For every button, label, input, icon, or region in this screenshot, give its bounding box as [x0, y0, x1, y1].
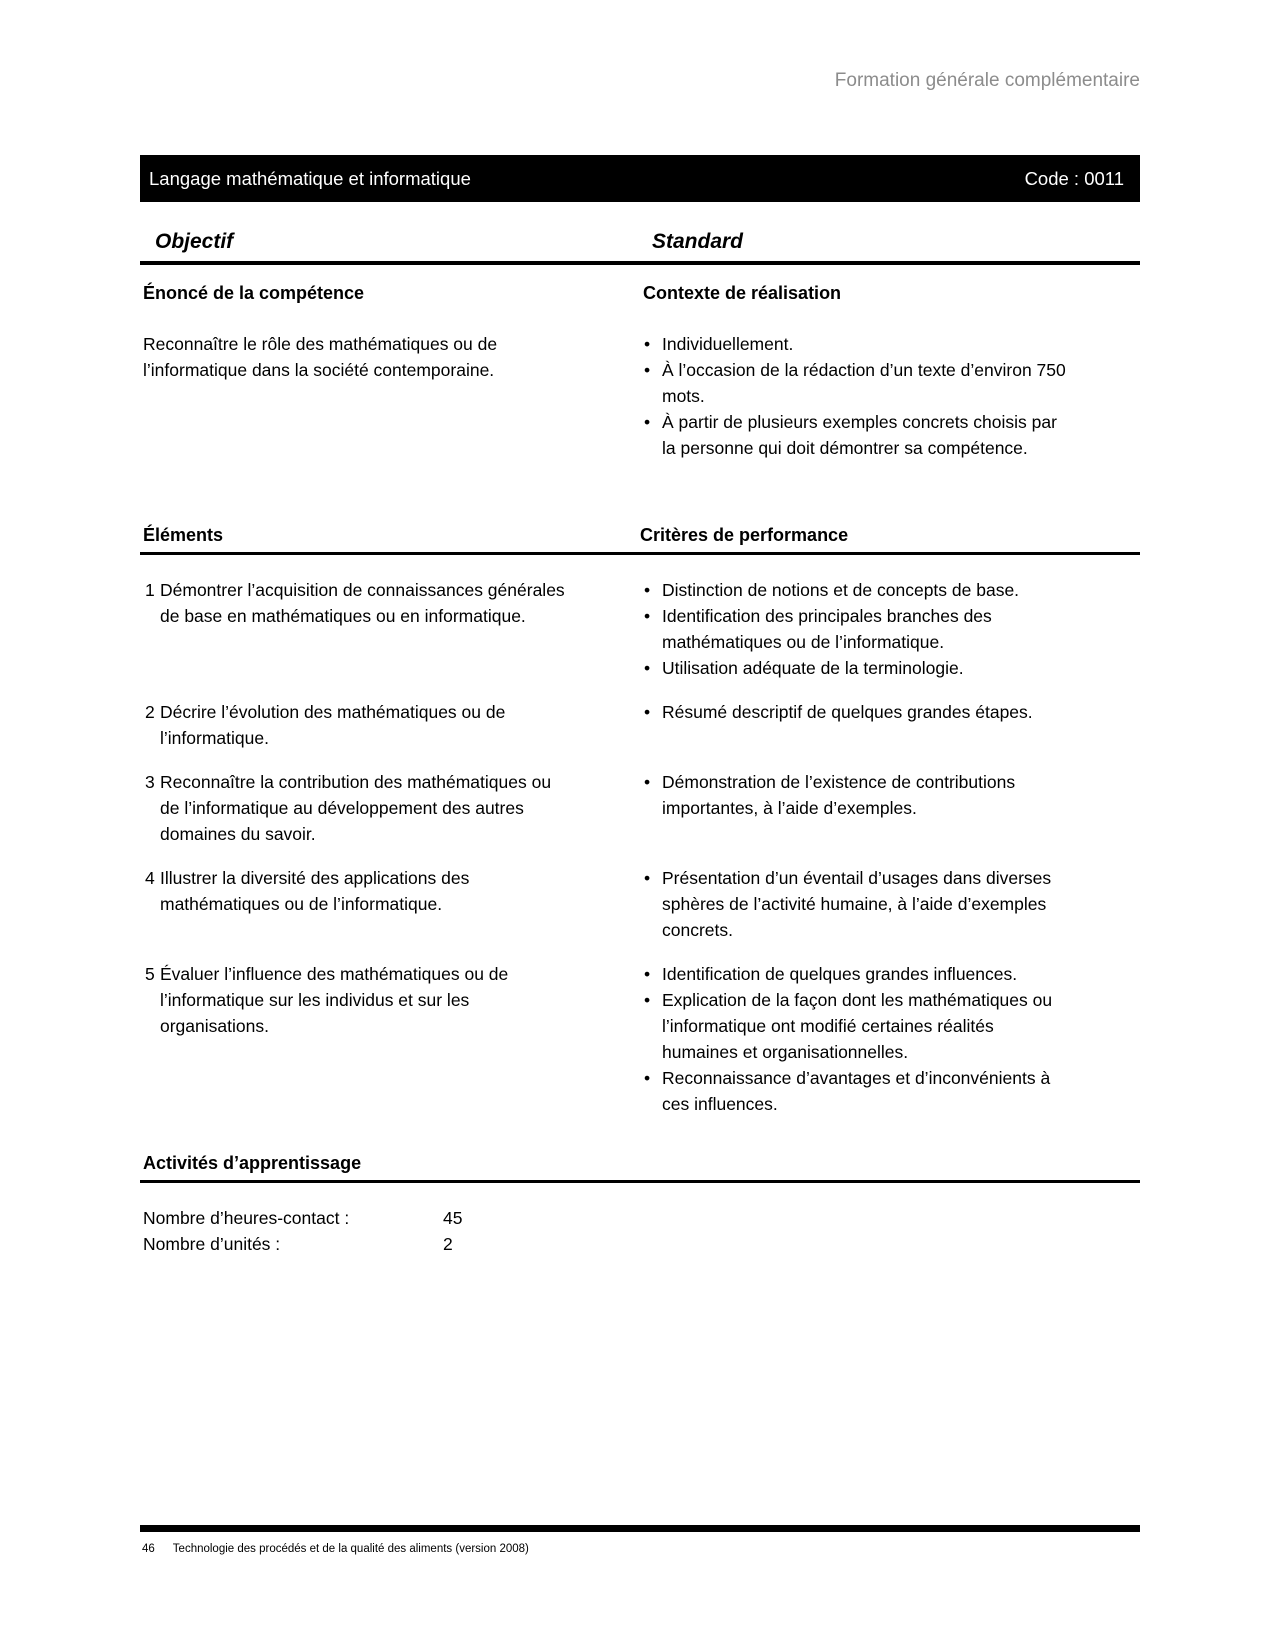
element-item-5 [140, 961, 1140, 1117]
contexte-heading: Contexte de réalisation [643, 283, 842, 303]
element-number: 2 [145, 702, 155, 722]
criteria-bullet: • Présentation d’un éventail d’usages dans diverses sphères de l’activité humaine, à l’aide d’exemples concrets. [662, 865, 1074, 943]
element-item-1 [140, 577, 1140, 681]
criteria-bullet: • Utilisation adéquate de la terminologie. [662, 655, 1074, 681]
element-item-2 [140, 699, 1140, 751]
element-number: 5 [145, 964, 155, 984]
enonce-column [140, 281, 640, 461]
contexte-bullet: • Individuellement. [662, 331, 1074, 357]
element-text: Illustrer la diversité des applications des mathématiques ou de l’informatique. [160, 868, 470, 914]
footer [140, 1543, 1140, 1555]
course-title: Langage mathématique et informatique [149, 167, 471, 189]
enonce-heading: Énoncé de la compétence [143, 283, 365, 303]
criteria-list [640, 699, 1140, 725]
criteria-list [640, 769, 1140, 821]
element-number: 3 [145, 772, 155, 792]
units-row [140, 1231, 1140, 1257]
criteria-bullet: • Résumé descriptif de quelques grandes étapes. [662, 699, 1074, 725]
element-text: Reconnaître la contribution des mathématiques ou de l’informatique au développement des autres domaines du savoir. [160, 772, 552, 844]
elements-criteres-header [140, 525, 1140, 555]
criteres-heading: Critères de performance [640, 525, 849, 545]
hours-units-block [140, 1205, 1140, 1257]
contexte-column [640, 281, 1140, 461]
contexte-bullet-list [640, 331, 1140, 461]
element-text: Décrire l’évolution des mathématiques ou de l’informatique. [160, 702, 506, 748]
page-number: 46 [142, 1543, 155, 1555]
hours-value: 45 [443, 1208, 463, 1228]
hours-row [140, 1205, 1140, 1231]
course-title-bar [140, 155, 1140, 202]
element-number: 1 [145, 580, 155, 600]
criteria-list [640, 865, 1140, 943]
criteria-bullet: • Identification de quelques grandes influences. [662, 961, 1074, 987]
element-number: 4 [145, 868, 155, 888]
criteria-list [640, 577, 1140, 681]
enonce-body: Reconnaître le rôle des mathématiques ou de l’informatique dans la société contemporaine. [143, 334, 498, 380]
criteria-bullet: • Distinction de notions et de concepts de base. [662, 577, 1074, 603]
element-item-4 [140, 865, 1140, 943]
criteria-bullet: • Reconnaissance d’avantages et d’inconvénients à ces influences. [662, 1065, 1074, 1117]
footer-rule [140, 1525, 1140, 1532]
objectif-heading: Objectif [155, 230, 234, 253]
criteria-bullet: • Identification des principales branches des mathématiques ou de l’informatique. [662, 603, 1074, 655]
footer-text: Technologie des procédés et de la qualité des aliments (version 2008) [172, 1543, 529, 1555]
activites-heading: Activités d’apprentissage [143, 1153, 362, 1173]
header-note: Formation générale complémentaire [834, 70, 1140, 91]
activites-header [140, 1153, 1140, 1183]
elements-list [140, 577, 1140, 1135]
hours-label: Nombre d’heures-contact : [143, 1208, 350, 1228]
criteria-list [640, 961, 1140, 1117]
units-label: Nombre d’unités : [143, 1234, 281, 1254]
course-code: Code : 0011 [1024, 167, 1124, 189]
standard-heading: Standard [652, 230, 744, 253]
contexte-bullet: • À l’occasion de la rédaction d’un texte d’environ 750 mots. [662, 357, 1074, 409]
criteria-bullet: • Démonstration de l’existence de contributions importantes, à l’aide d’exemples. [662, 769, 1074, 821]
units-value: 2 [443, 1234, 453, 1254]
elements-heading: Éléments [143, 525, 224, 545]
contexte-bullet: • À partir de plusieurs exemples concrets choisis par la personne qui doit démontrer sa compétence. [662, 409, 1074, 461]
element-item-3 [140, 769, 1140, 847]
element-text: Évaluer l’influence des mathématiques ou de l’informatique sur les individus et sur les organisations. [160, 964, 509, 1036]
element-text: Démontrer l’acquisition de connaissances générales de base en mathématiques ou en informatique. [160, 580, 565, 626]
criteria-bullet: • Explication de la façon dont les mathématiques ou l’informatique ont modifié certaines réalités humaines et organisationnelles. [662, 987, 1074, 1065]
competence-section [140, 281, 1140, 461]
objectif-standard-header [140, 230, 1140, 265]
